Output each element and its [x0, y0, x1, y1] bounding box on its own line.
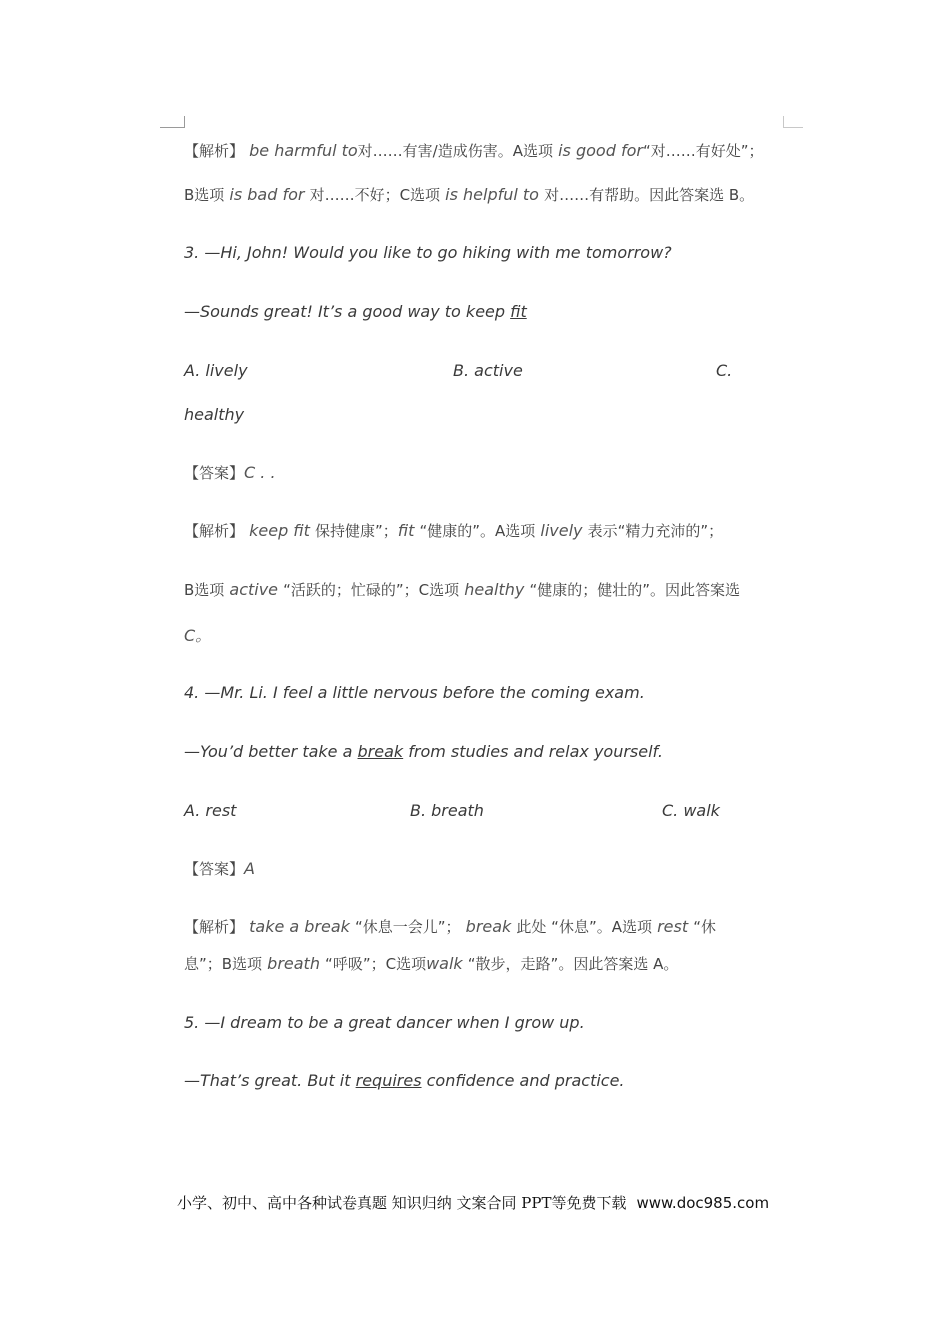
page-footer: [177, 1192, 769, 1213]
question-3-analysis-line-2: B选项 active “活跃的；忙碌的”；C选项 healthy “健康的；健壮的”。因此答案选: [184, 580, 741, 599]
q2-analysis-line-1: 【解析】 be harmful to对……有害/造成伤害。A选项 is good for“对……有好处”；: [184, 141, 764, 160]
question-4-prompt: 4. —Mr. Li. I feel a little nervous before the coming exam.: [184, 683, 645, 702]
question-3-analysis-line-1: 【解析】 keep fit 保持健康”；fit “健康的”。A选项 lively 表示“精力充沛的”；: [184, 521, 724, 540]
option-b: B. active: [453, 361, 523, 380]
footer-url[interactable]: www.doc985.com: [636, 1194, 770, 1212]
question-4-answer: 【答案】A: [184, 859, 255, 878]
question-3-response: —Sounds great! It’s a good way to keep fit: [184, 302, 527, 321]
footer-text: 小学、初中、高中各种试卷真题 知识归纳 文案合同 PPT等免费下载: [177, 1194, 627, 1212]
option-a: A. rest: [184, 801, 237, 820]
question-4-analysis-line-1: 【解析】 take a break “休息一会儿”； break 此处 “休息”。A选项 rest “休: [184, 917, 716, 936]
option-a: A. lively: [184, 361, 248, 380]
question-3-analysis-line-3: C。: [184, 626, 212, 645]
question-3-prompt: 3. —Hi, John! Would you like to go hiking with me tomorrow?: [184, 243, 672, 262]
underlined-word: fit: [510, 302, 527, 321]
q2-analysis-line-2: B选项 is bad for 对……不好；C选项 is helpful to 对……有帮助。因此答案选 B。: [184, 185, 755, 204]
underlined-word: break: [357, 742, 404, 761]
option-c: C.: [716, 361, 733, 380]
question-3-answer: 【答案】C . .: [184, 463, 276, 482]
question-4-analysis-line-2: 息”；B选项 breath “呼吸”；C选项walk “散步，走路”。因此答案选 A。: [184, 954, 679, 973]
question-5-prompt: 5. —I dream to be a great dancer when I grow up.: [184, 1013, 585, 1032]
option-c-continued: healthy: [184, 405, 245, 424]
question-5-response: —That’s great. But it requires confidence and practice.: [184, 1071, 625, 1090]
option-c: C. walk: [662, 801, 720, 820]
question-4-response: —You’d better take a break from studies and relax yourself.: [184, 742, 663, 761]
option-b: B. breath: [410, 801, 484, 820]
underlined-word: requires: [355, 1071, 422, 1090]
